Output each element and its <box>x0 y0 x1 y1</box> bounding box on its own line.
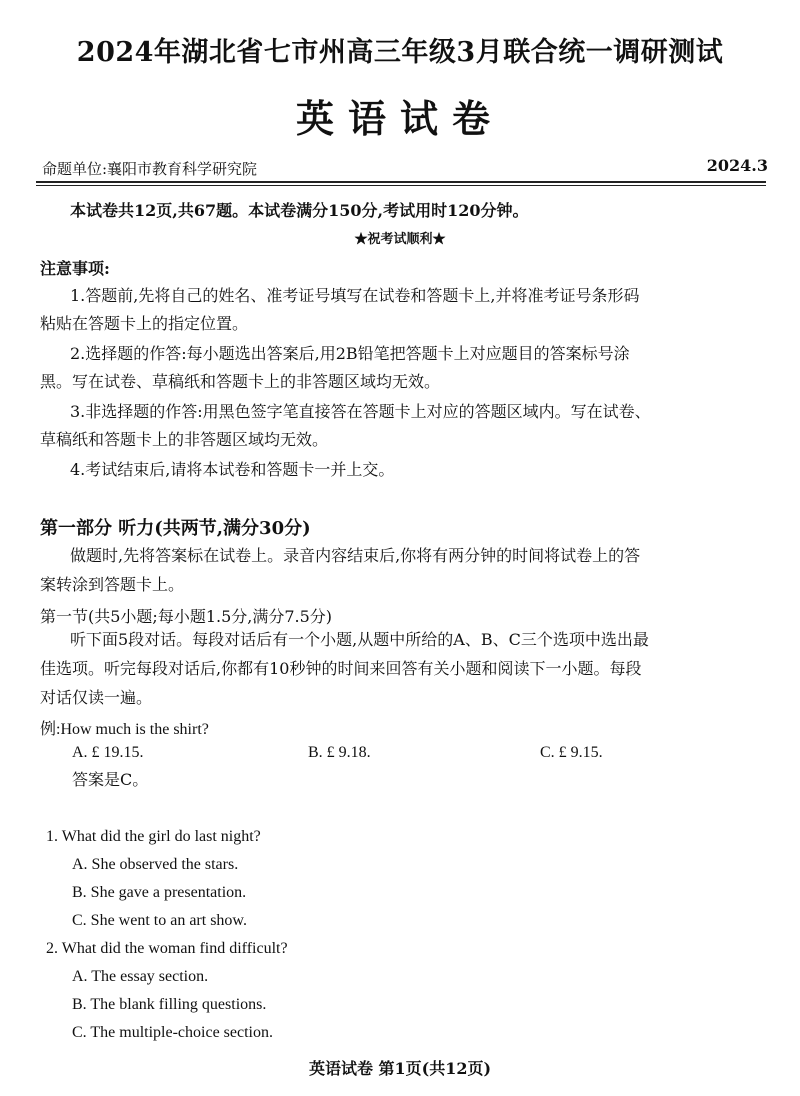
exam-date: 2024.3 <box>706 156 768 175</box>
notice-heading: 注意事项: <box>40 259 110 278</box>
notice-item-3-line2: 草稿纸和答题卡上的非答题区域均无效。 <box>40 430 329 449</box>
subject-title: 英语试卷 <box>295 96 504 141</box>
question-2-option-a: A. The essay section. <box>72 968 209 985</box>
page-footer: 英语试卷 第1页(共12页) <box>308 1059 492 1078</box>
section1-instr-line3: 对话仅读一遍。 <box>40 688 153 707</box>
question-1-option-c: C. She went to an art show. <box>72 912 247 929</box>
section1-title: 第一节(共5小题;每小题1.5分,满分7.5分) <box>40 607 333 626</box>
notice-item-1-line2: 粘贴在答题卡上的指定位置。 <box>40 314 249 333</box>
notice-item-4-line1: 4.考试结束后,请将本试卷和答题卡一并上交。 <box>70 460 395 479</box>
question-2-option-c: C. The multiple-choice section. <box>72 1024 273 1041</box>
setting-unit: 命题单位:襄阳市教育科学研究院 <box>42 160 258 178</box>
notice-item-2-line1: 2.选择题的作答:每小题选出答案后,用2B铅笔把答题卡上对应题目的答案标号涂 <box>70 344 630 363</box>
example-option-b: B. £ 9.18. <box>308 744 371 761</box>
header-rule-thin <box>36 185 766 186</box>
notice-item-3-line1: 3.非选择题的作答:用黑色签字笔直接答在答题卡上对应的答题区域内。写在试卷、 <box>70 402 651 421</box>
notice-item-1-line1: 1.答题前,先将自己的姓名、准考证号填写在试卷和答题卡上,并将准考证号条形码 <box>70 286 640 305</box>
header-rule-thick <box>36 181 766 183</box>
example-answer: 答案是C。 <box>72 770 149 789</box>
part1-intro-line2: 案转涂到答题卡上。 <box>40 575 185 594</box>
good-luck-line: ★祝考试顺利★ <box>354 232 446 247</box>
notice-item-2-line2: 黑。写在试卷、草稿纸和答题卡上的非答题区域均无效。 <box>40 372 441 391</box>
question-1-option-b: B. She gave a presentation. <box>72 884 247 901</box>
question-2-option-b: B. The blank filling questions. <box>72 996 267 1013</box>
example-prompt: 例:How much is the shirt? <box>40 721 209 738</box>
example-option-c: C. £ 9.15. <box>540 744 603 761</box>
question-2: 2. What did the woman find difficult? <box>46 940 288 957</box>
question-1: 1. What did the girl do last night? <box>46 828 261 845</box>
part1-intro-line1: 做题时,先将答案标在试卷上。录音内容结束后,你将有两分钟的时间将试卷上的答 <box>70 546 641 565</box>
exam-title: 2024年湖北省七市州高三年级3月联合统一调研测试 <box>76 37 724 68</box>
exam-summary: 本试卷共12页,共67题。本试卷满分150分,考试用时120分钟。 <box>70 201 529 220</box>
part1-title: 第一部分 听力(共两节,满分30分) <box>40 518 311 539</box>
question-1-option-a: A. She observed the stars. <box>72 856 239 873</box>
section1-instr-line2: 佳选项。听完每段对话后,你都有10秒钟的时间来回答有关小题和阅读下一小题。每段 <box>40 659 642 678</box>
section1-instr-line1: 听下面5段对话。每段对话后有一个小题,从题中所给的A、B、C三个选项中选出最 <box>70 630 649 649</box>
example-option-a: A. £ 19.15. <box>72 744 144 761</box>
